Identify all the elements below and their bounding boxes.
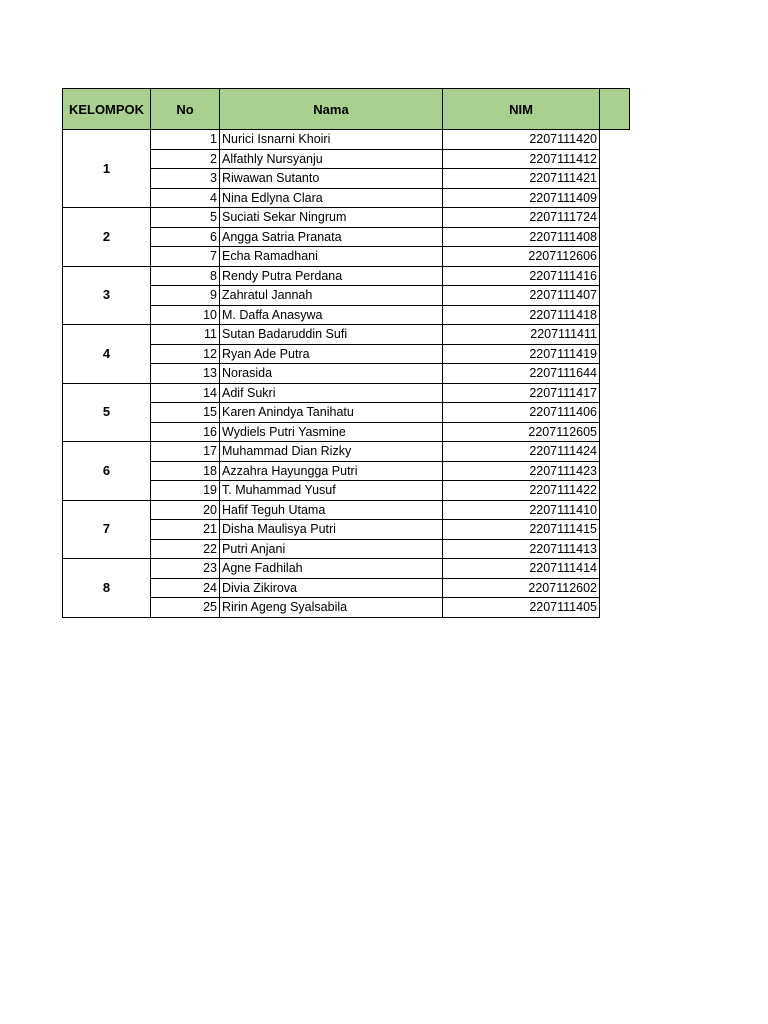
row-number-cell: 23 (151, 559, 220, 579)
student-nim-cell: 2207111411 (443, 325, 600, 345)
row-number-cell: 6 (151, 227, 220, 247)
table-row (63, 325, 630, 345)
student-nim-cell: 2207111413 (443, 539, 600, 559)
student-nim-cell: 2207111423 (443, 461, 600, 481)
table-row (63, 559, 630, 579)
group-number-cell: 1 (63, 130, 151, 208)
row-number-cell: 20 (151, 500, 220, 520)
header-no: No (151, 89, 220, 130)
row-number-cell: 11 (151, 325, 220, 345)
group-number-cell: 6 (63, 442, 151, 501)
header-nama: Nama (220, 89, 443, 130)
row-number-cell: 14 (151, 383, 220, 403)
student-name-cell: Agne Fadhilah (220, 559, 443, 579)
row-number-cell: 16 (151, 422, 220, 442)
student-name-cell: Ryan Ade Putra (220, 344, 443, 364)
row-number-cell: 18 (151, 461, 220, 481)
student-nim-cell: 2207111410 (443, 500, 600, 520)
row-number-cell: 9 (151, 286, 220, 306)
student-nim-cell: 2207111417 (443, 383, 600, 403)
student-nim-cell: 2207111724 (443, 208, 600, 228)
student-name-cell: Sutan Badaruddin Sufi (220, 325, 443, 345)
student-nim-cell: 2207112606 (443, 247, 600, 267)
student-nim-cell: 2207111420 (443, 130, 600, 150)
row-number-cell: 22 (151, 539, 220, 559)
row-number-cell: 25 (151, 598, 220, 618)
row-number-cell: 17 (151, 442, 220, 462)
group-number-cell: 4 (63, 325, 151, 384)
student-nim-cell: 2207111424 (443, 442, 600, 462)
student-name-cell: Echa Ramadhani (220, 247, 443, 267)
student-nim-cell: 2207111409 (443, 188, 600, 208)
row-number-cell: 2 (151, 149, 220, 169)
student-nim-cell: 2207111414 (443, 559, 600, 579)
student-nim-cell: 2207111419 (443, 344, 600, 364)
row-number-cell: 10 (151, 305, 220, 325)
group-number-cell: 7 (63, 500, 151, 559)
group-number-cell: 3 (63, 266, 151, 325)
student-name-cell: Zahratul Jannah (220, 286, 443, 306)
table-row (63, 208, 630, 228)
student-name-cell: Muhammad Dian Rizky (220, 442, 443, 462)
header-kelompok: KELOMPOK (63, 89, 151, 130)
student-name-cell: Nina Edlyna Clara (220, 188, 443, 208)
student-name-cell: M. Daffa Anasywa (220, 305, 443, 325)
student-nim-cell: 2207111422 (443, 481, 600, 501)
row-number-cell: 19 (151, 481, 220, 501)
row-number-cell: 4 (151, 188, 220, 208)
table-row (63, 130, 630, 150)
row-number-cell: 5 (151, 208, 220, 228)
student-name-cell: Rendy Putra Perdana (220, 266, 443, 286)
sheet (62, 88, 630, 618)
table-row (63, 383, 630, 403)
group-roster-table (62, 88, 630, 618)
student-name-cell: Alfathly Nursyanju (220, 149, 443, 169)
student-nim-cell: 2207111644 (443, 364, 600, 384)
group-number-cell: 8 (63, 559, 151, 618)
student-name-cell: Wydiels Putri Yasmine (220, 422, 443, 442)
student-nim-cell: 2207111408 (443, 227, 600, 247)
row-number-cell: 7 (151, 247, 220, 267)
student-name-cell: Divia Zikirova (220, 578, 443, 598)
student-name-cell: Ririn Ageng Syalsabila (220, 598, 443, 618)
student-name-cell: Hafif Teguh Utama (220, 500, 443, 520)
student-nim-cell: 2207111412 (443, 149, 600, 169)
table-row (63, 266, 630, 286)
student-nim-cell: 2207112605 (443, 422, 600, 442)
row-number-cell: 21 (151, 520, 220, 540)
row-number-cell: 13 (151, 364, 220, 384)
table-row (63, 442, 630, 462)
student-name-cell: Riwawan Sutanto (220, 169, 443, 189)
student-name-cell: Karen Anindya Tanihatu (220, 403, 443, 423)
header-row (63, 89, 630, 130)
roster-body (63, 130, 630, 618)
student-nim-cell: 2207111406 (443, 403, 600, 423)
student-nim-cell: 2207111405 (443, 598, 600, 618)
student-name-cell: Norasida (220, 364, 443, 384)
row-number-cell: 3 (151, 169, 220, 189)
student-name-cell: Disha Maulisya Putri (220, 520, 443, 540)
student-name-cell: Adif Sukri (220, 383, 443, 403)
student-name-cell: Suciati Sekar Ningrum (220, 208, 443, 228)
group-number-cell: 5 (63, 383, 151, 442)
table-row (63, 500, 630, 520)
student-nim-cell: 2207111415 (443, 520, 600, 540)
student-nim-cell: 2207111407 (443, 286, 600, 306)
row-number-cell: 8 (151, 266, 220, 286)
student-nim-cell: 2207111421 (443, 169, 600, 189)
student-name-cell: Putri Anjani (220, 539, 443, 559)
header-nim: NIM (443, 89, 600, 130)
student-nim-cell: 2207111416 (443, 266, 600, 286)
row-number-cell: 15 (151, 403, 220, 423)
group-number-cell: 2 (63, 208, 151, 267)
student-name-cell: T. Muhammad Yusuf (220, 481, 443, 501)
student-nim-cell: 2207111418 (443, 305, 600, 325)
student-name-cell: Nurici Isnarni Khoiri (220, 130, 443, 150)
row-number-cell: 12 (151, 344, 220, 364)
row-number-cell: 1 (151, 130, 220, 150)
row-number-cell: 24 (151, 578, 220, 598)
green-side-column (600, 89, 630, 130)
student-name-cell: Angga Satria Pranata (220, 227, 443, 247)
student-name-cell: Azzahra Hayungga Putri (220, 461, 443, 481)
student-nim-cell: 2207112602 (443, 578, 600, 598)
